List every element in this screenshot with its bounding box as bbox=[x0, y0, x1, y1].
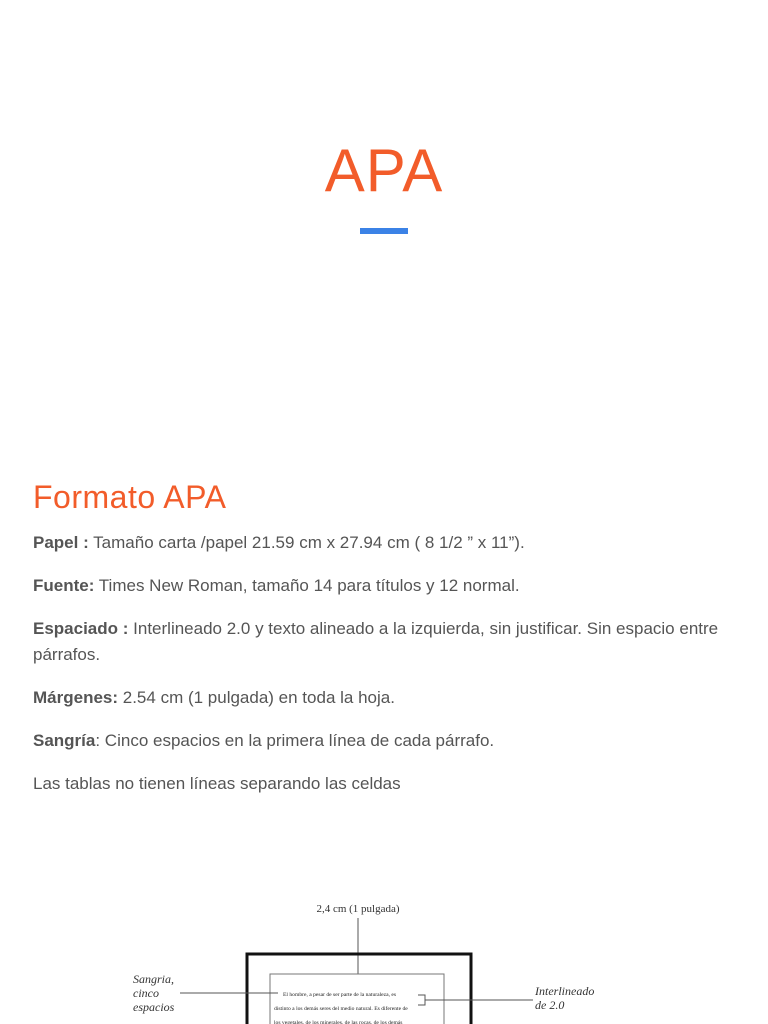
margins-label: Márgenes: bbox=[33, 688, 119, 707]
indent-paragraph bbox=[33, 728, 723, 754]
title-slide bbox=[0, 0, 768, 440]
font-label: Fuente: bbox=[33, 576, 95, 595]
line-spacing-label-2: de 2.0 bbox=[535, 998, 565, 1012]
indent-label-3: espacios bbox=[133, 1000, 175, 1014]
paper-paragraph bbox=[33, 530, 723, 556]
paper-label: Papel : bbox=[33, 533, 89, 552]
top-margin-label: 2,4 cm (1 pulgada) bbox=[316, 903, 400, 915]
title-underline bbox=[360, 228, 408, 234]
sample-text-line-3: los vegetales, de los minerales, de las rocas, de los demás bbox=[274, 1020, 403, 1024]
spacing-paragraph bbox=[33, 616, 723, 668]
sample-text-line-1: El hombre, a pesar de ser parte de la naturaleza, es bbox=[283, 992, 397, 998]
font-paragraph bbox=[33, 573, 723, 599]
indent-text: : Cinco espacios en la primera línea de cada párrafo. bbox=[95, 731, 495, 750]
indent-label: Sangría bbox=[33, 731, 96, 750]
font-text: Times New Roman, tamaño 14 para títulos y 12 normal. bbox=[94, 576, 520, 595]
line-spacing-label-1: Interlineado bbox=[535, 984, 595, 998]
spacing-text: Interlineado 2.0 y texto alineado a la izquierda, sin justificar. Sin espacio entre párrafos. bbox=[33, 619, 719, 664]
diagram-svg bbox=[100, 890, 670, 1024]
section-title: Formato APA bbox=[33, 479, 227, 515]
content-section bbox=[33, 476, 723, 814]
margins-paragraph bbox=[33, 685, 723, 711]
indent-label-2: cinco bbox=[133, 986, 159, 1000]
sample-text-line-2: distinto a los demás seres del medio natural. Es diferente de bbox=[274, 1006, 408, 1012]
margins-text: 2.54 cm (1 pulgada) en toda la hoja. bbox=[118, 688, 395, 707]
page-title: APA bbox=[324, 137, 444, 204]
apa-format-diagram bbox=[100, 890, 670, 1024]
spacing-label: Espaciado : bbox=[33, 619, 129, 638]
tables-paragraph: Las tablas no tienen líneas separando las celdas bbox=[33, 774, 401, 793]
paper-text: Tamaño carta /papel 21.59 cm x 27.94 cm ( 8 1/2 ” x 11”). bbox=[88, 533, 525, 552]
indent-label-1: Sangria, bbox=[133, 972, 175, 986]
